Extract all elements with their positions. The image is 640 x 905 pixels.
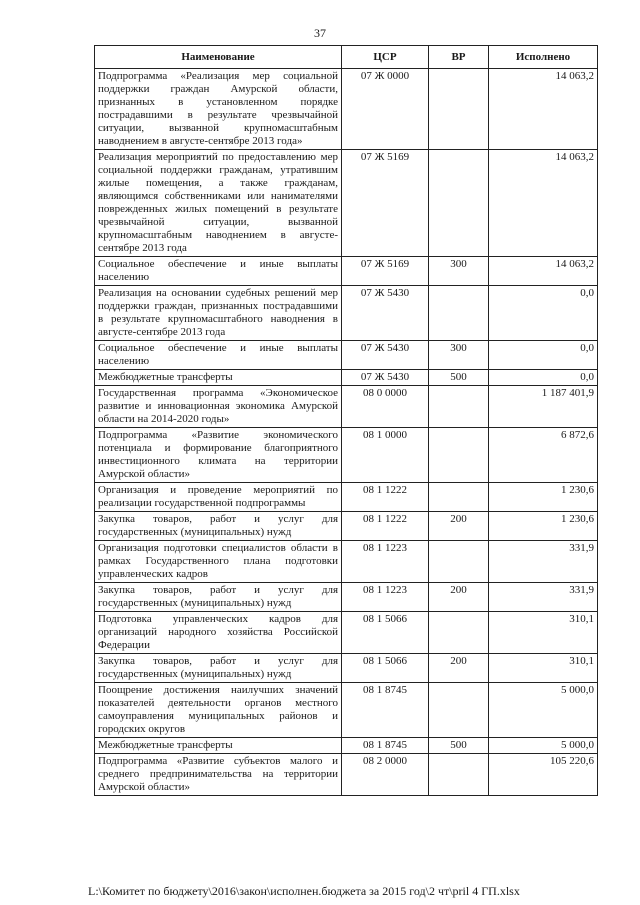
- row-csr: 07 Ж 5169: [342, 257, 429, 286]
- table-row: [95, 150, 598, 257]
- row-name: Закупка товаров, работ и услуг для государственных (муниципальных) нужд: [95, 512, 342, 541]
- table-row: [95, 69, 598, 150]
- row-amount: 0,0: [489, 286, 598, 341]
- row-csr: 08 1 8745: [342, 738, 429, 754]
- row-vr: [429, 286, 489, 341]
- row-amount: 105 220,6: [489, 754, 598, 796]
- table-row: [95, 483, 598, 512]
- header-executed: Исполнено: [489, 46, 598, 69]
- row-amount: 310,1: [489, 654, 598, 683]
- budget-execution-table: [94, 45, 598, 796]
- row-name: Государственная программа «Экономическое развитие и инновационная экономика Амурской области на 2014-2020 годы»: [95, 386, 342, 428]
- row-amount: 0,0: [489, 370, 598, 386]
- row-vr: 500: [429, 738, 489, 754]
- row-csr: 08 1 0000: [342, 428, 429, 483]
- table-row: [95, 257, 598, 286]
- row-name: Поощрение достижения наилучших значений показателей деятельности органов местного самоуправления муниципальных районов и городских округов: [95, 683, 342, 738]
- row-amount: 5 000,0: [489, 738, 598, 754]
- row-name: Закупка товаров, работ и услуг для государственных (муниципальных) нужд: [95, 583, 342, 612]
- row-amount: 6 872,6: [489, 428, 598, 483]
- table-row: [95, 654, 598, 683]
- row-amount: 331,9: [489, 541, 598, 583]
- row-vr: [429, 150, 489, 257]
- row-name: Межбюджетные трансферты: [95, 370, 342, 386]
- page-number: 37: [314, 26, 326, 40]
- row-amount: 14 063,2: [489, 257, 598, 286]
- row-vr: 200: [429, 583, 489, 612]
- row-amount: 14 063,2: [489, 69, 598, 150]
- table-row: [95, 341, 598, 370]
- row-csr: 07 Ж 0000: [342, 69, 429, 150]
- row-vr: [429, 69, 489, 150]
- header-csr: ЦСР: [342, 46, 429, 69]
- row-name: Реализация мероприятий по предоставлению мер социальной поддержки гражданам, утратившим жилые помещения, а также гражданам, являющимся собственниками или нанимателями поврежденных жилых помещений в результате чрезвычайной ситуации, вызванной крупномасштабным наводнением в августе-сентябре 2013 года: [95, 150, 342, 257]
- table-row: [95, 612, 598, 654]
- row-csr: 07 Ж 5430: [342, 370, 429, 386]
- table-row: [95, 683, 598, 738]
- row-csr: 08 2 0000: [342, 754, 429, 796]
- table-row: [95, 738, 598, 754]
- row-csr: 08 1 1223: [342, 541, 429, 583]
- table-row: [95, 428, 598, 483]
- row-name: Межбюджетные трансферты: [95, 738, 342, 754]
- row-vr: [429, 483, 489, 512]
- row-name: Социальное обеспечение и иные выплаты населению: [95, 341, 342, 370]
- row-name: Организация подготовки специалистов области в рамках Государственного плана подготовки управленческих кадров: [95, 541, 342, 583]
- row-vr: [429, 386, 489, 428]
- header-vr: ВР: [429, 46, 489, 69]
- row-name: Подготовка управленческих кадров для организаций народного хозяйства Российской Федерации: [95, 612, 342, 654]
- row-vr: [429, 683, 489, 738]
- row-vr: 300: [429, 341, 489, 370]
- table-header-row: [95, 46, 598, 69]
- row-name: Организация и проведение мероприятий по реализации государственной подпрограммы: [95, 483, 342, 512]
- row-name: Социальное обеспечение и иные выплаты населению: [95, 257, 342, 286]
- row-name: Закупка товаров, работ и услуг для государственных (муниципальных) нужд: [95, 654, 342, 683]
- row-csr: 08 1 1222: [342, 483, 429, 512]
- row-csr: 08 1 5066: [342, 612, 429, 654]
- row-vr: 200: [429, 654, 489, 683]
- row-vr: [429, 428, 489, 483]
- table-row: [95, 512, 598, 541]
- row-name: Подпрограмма «Развитие субъектов малого и среднего предпринимательства на территории Амурской области»: [95, 754, 342, 796]
- row-csr: 07 Ж 5430: [342, 286, 429, 341]
- row-amount: 1 230,6: [489, 512, 598, 541]
- table-row: [95, 541, 598, 583]
- row-amount: 5 000,0: [489, 683, 598, 738]
- row-csr: 07 Ж 5169: [342, 150, 429, 257]
- row-csr: 08 0 0000: [342, 386, 429, 428]
- table-row: [95, 754, 598, 796]
- table-row: [95, 583, 598, 612]
- row-amount: 1 187 401,9: [489, 386, 598, 428]
- row-csr: 08 1 8745: [342, 683, 429, 738]
- row-vr: [429, 754, 489, 796]
- row-amount: 0,0: [489, 341, 598, 370]
- row-amount: 310,1: [489, 612, 598, 654]
- table-row: [95, 386, 598, 428]
- row-csr: 07 Ж 5430: [342, 341, 429, 370]
- row-amount: 1 230,6: [489, 483, 598, 512]
- row-vr: [429, 612, 489, 654]
- row-vr: [429, 541, 489, 583]
- header-name: Наименование: [95, 46, 342, 69]
- row-name: Реализация на основании судебных решений мер поддержки граждан, признанных пострадавшими в результате крупномасштабного наводнения в августе-сентябре 2013 года: [95, 286, 342, 341]
- table-row: [95, 286, 598, 341]
- row-amount: 331,9: [489, 583, 598, 612]
- row-vr: 200: [429, 512, 489, 541]
- row-vr: 500: [429, 370, 489, 386]
- row-name: Подпрограмма «Развитие экономического потенциала и формирование благоприятного инвестиционного климата на территории Амурской области»: [95, 428, 342, 483]
- row-csr: 08 1 5066: [342, 654, 429, 683]
- row-csr: 08 1 1223: [342, 583, 429, 612]
- row-name: Подпрограмма «Реализация мер социальной поддержки граждан Амурской области, признанных в установленном порядке пострадавшими в результате чрезвычайной ситуации, вызванной крупномасштабным наводнением в августе-сентябре 2013 года»: [95, 69, 342, 150]
- row-csr: 08 1 1222: [342, 512, 429, 541]
- file-path-footer: L:\Комитет по бюджету\2016\закон\исполнен.бюджета за 2015 год\2 чт\pril 4 ГП.xlsx: [88, 884, 520, 898]
- row-vr: 300: [429, 257, 489, 286]
- row-amount: 14 063,2: [489, 150, 598, 257]
- table-row: [95, 370, 598, 386]
